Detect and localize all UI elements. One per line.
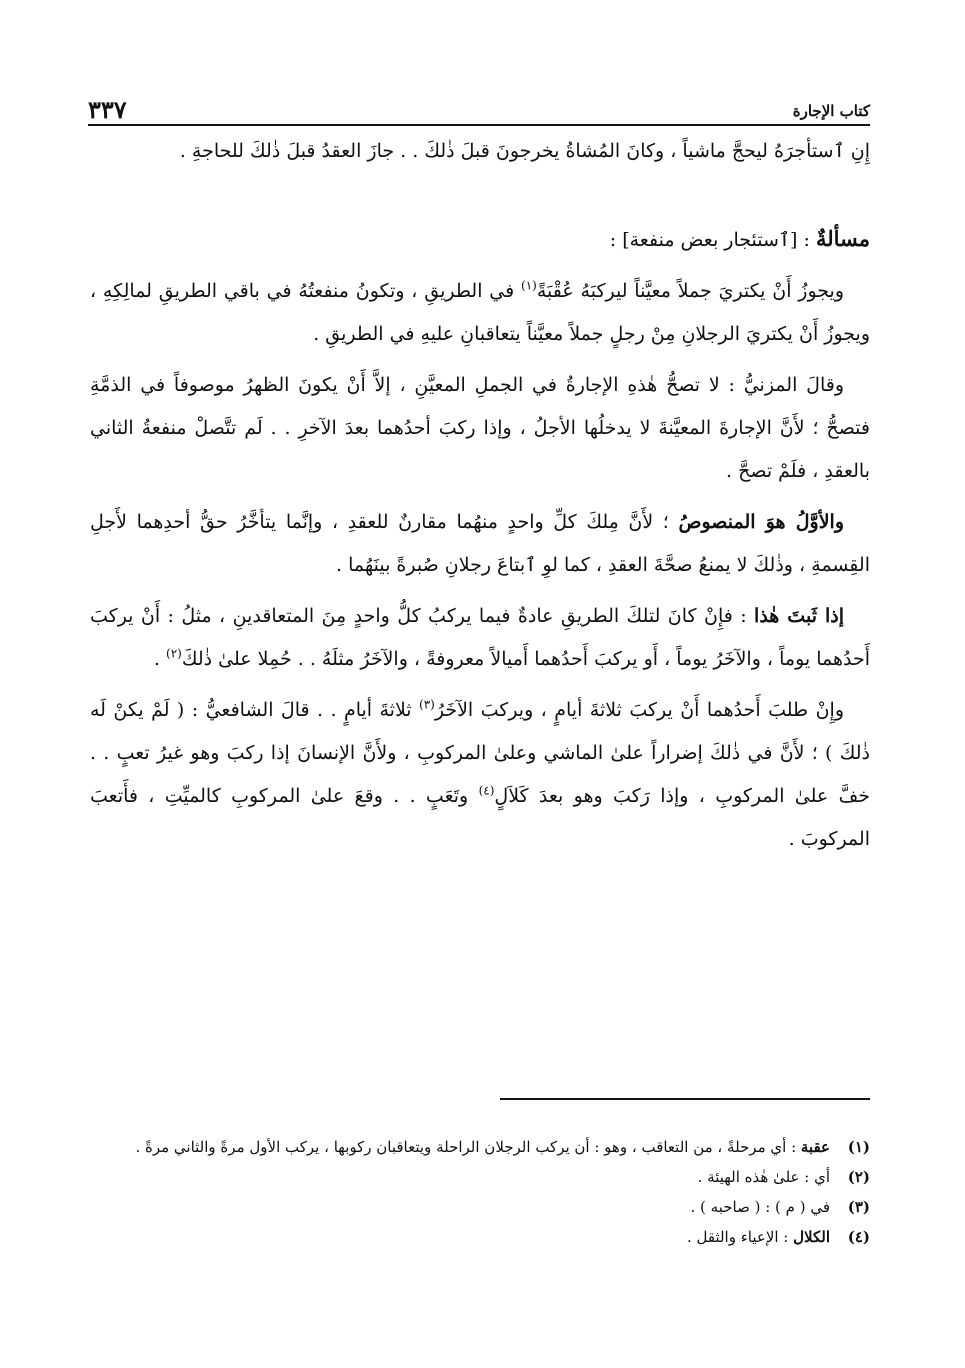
paragraph-continuation: إِنِ ٱستأجرَهُ ليحجَّ ماشياً ، وكانَ المُشاةُ يخرجونَ قبلَ ذٰلكَ . . جازَ العقدُ قبلَ ذٰلكَ للحاجةِ . xyxy=(179,140,870,162)
section-gap xyxy=(90,173,870,217)
paragraph-muzani: وقالَ المزنيُّ : لا تصحُّ هٰذهِ الإجارةُ في الجملِ المعيَّنِ ، إلاَّ أَنْ يكونَ الظهرُ موصوفاً في الذمَّةِ فتصحُّ ؛ لأَنَّ الإجارةَ المعيَّنةَ لا يدخلُها الأجلُ ، وإذا ركبَ أحدُهما بعدَ الآخرِ . . لَم تتَّصلْ منفعةُ الثاني بالعقدِ ، فلَمْ تصحَّ . xyxy=(90,374,870,482)
main-text xyxy=(90,130,870,869)
paragraph-text: : فإِنْ كانَ لتلكَ الطريقِ عادةٌ فيما يركبُ كلُّ واحدٍ مِنَ المتعاقدينِ ، مثلُ : أَنْ يركبَ أَحدُهما يوماً ، والآخَرُ يوماً ، أَو يركبَ أَحدُهما أَميالاً معروفةً ، والآخَرُ مثلَهُ . . حُمِلا علىٰ ذٰلكَ xyxy=(90,605,870,670)
paragraph-text: ويجوزُ أَنْ يكتريَ جملاً معيَّناً ليركبَهُ عُقْبَةً xyxy=(536,280,844,302)
page-number: ٣٣٧ xyxy=(88,95,127,124)
footnote-item xyxy=(88,1162,870,1192)
paragraph-custom xyxy=(90,595,870,681)
footnote-body: : أي مرحلةً ، من التعاقب ، وهو : أن يركب الرجلان الراحلة ويتعاقبان ركوبها ، يركب الأول مرةً والثاني مرةً . xyxy=(135,1138,801,1156)
footnote-number: (٢) xyxy=(847,1168,870,1186)
footnote-text xyxy=(88,1132,830,1162)
footnote-body: في ( م ) : ( صاحبه ) . xyxy=(690,1198,830,1216)
footnote-number: (٤) xyxy=(847,1228,870,1246)
footnote-number: (١) xyxy=(847,1138,870,1156)
footnote-term: الكلال xyxy=(793,1228,830,1246)
paragraph-rental-share xyxy=(90,270,870,356)
running-title: كتاب الإجارة xyxy=(792,102,870,120)
footnote-ref-3[interactable]: (٣) xyxy=(419,697,435,712)
footnote-number: (٣) xyxy=(847,1198,870,1216)
footnote-divider xyxy=(500,1098,870,1100)
footnote-ref-2[interactable]: (٢) xyxy=(166,646,182,661)
page-header xyxy=(88,88,870,126)
paragraph-text: وإِنْ طلبَ أَحدُهما أَنْ يركبَ ثلاثةَ أيامٍ ، ويركبَ الآخَرُ xyxy=(434,699,844,721)
footnote-item xyxy=(88,1132,870,1162)
paragraph-text: ؛ لأَنَّ مِلكَ كلِّ واحدٍ منهُما مقارنٌ للعقدِ ، وإنَّما يتأخَّرُ حقُّ أحدِهما لأَجلِ القِسمةِ ، وذٰلكَ لا يمنعُ صحَّةَ العقدِ ، كما لوِ ٱبتاعَ رجلانِ صُبرةً بينَهُما . xyxy=(90,511,870,576)
paragraph-text: في الطريقِ ، وتكونُ منفعتُهُ في باقي الطريقِ لمالِكِهِ ، ويجوزُ أَنْ يكتريَ الرجلانِ مِنْ رجلٍ جملاً معيَّناً يتعاقبانِ عليهِ في الطريقِ . xyxy=(90,280,870,345)
footnote-ref-1[interactable]: (١) xyxy=(521,278,537,293)
paragraph-shafii xyxy=(90,689,870,861)
footnote-item xyxy=(88,1222,870,1252)
footnote-body: : الإعياء والثقل . xyxy=(686,1228,794,1246)
paragraph-mansus xyxy=(90,501,870,587)
footnotes xyxy=(88,1132,870,1252)
footnote-item xyxy=(88,1192,870,1222)
footnote-ref-4[interactable]: (٤) xyxy=(478,783,495,798)
footnote-body: أي : علىٰ هٰذه الهيئة . xyxy=(697,1168,830,1186)
issue-heading xyxy=(90,217,870,262)
paragraph-text: وتَعَبٍ . . وقعَ علىٰ المركوبِ كالميِّتِ ، فأَتعبَ المركوبَ . xyxy=(90,785,870,850)
footnote-text xyxy=(88,1222,830,1252)
footnote-text xyxy=(88,1192,830,1222)
paragraph-text: ثلاثةَ أيامٍ . . قالَ الشافعيُّ : ( لَمْ يكنْ لَه ذٰلكَ ) ؛ لأَنَّ في ذٰلكَ إضراراً علىٰ الماشي وعلىٰ المركوبِ ، ولأَنَّ الإنسانَ إذا ركبَ وهو غيرُ تعبٍ . . خفَّ علىٰ المركوبِ ، وإذا رَكبَ وهو بعدَ كَلاَلٍ xyxy=(90,699,871,807)
issue-label: مسألةٌ xyxy=(815,226,870,251)
paragraph-lead: والأوَّلُ هوَ المنصوصُ xyxy=(678,511,844,533)
footnote-text xyxy=(88,1162,830,1192)
paragraph-lead: إذا ثَبتَ هٰذا xyxy=(754,605,844,627)
paragraph-text: . xyxy=(153,648,167,670)
footnote-term: عقبة xyxy=(800,1138,830,1156)
issue-title: : [ٱستئجار بعض منفعة] : xyxy=(609,229,810,251)
